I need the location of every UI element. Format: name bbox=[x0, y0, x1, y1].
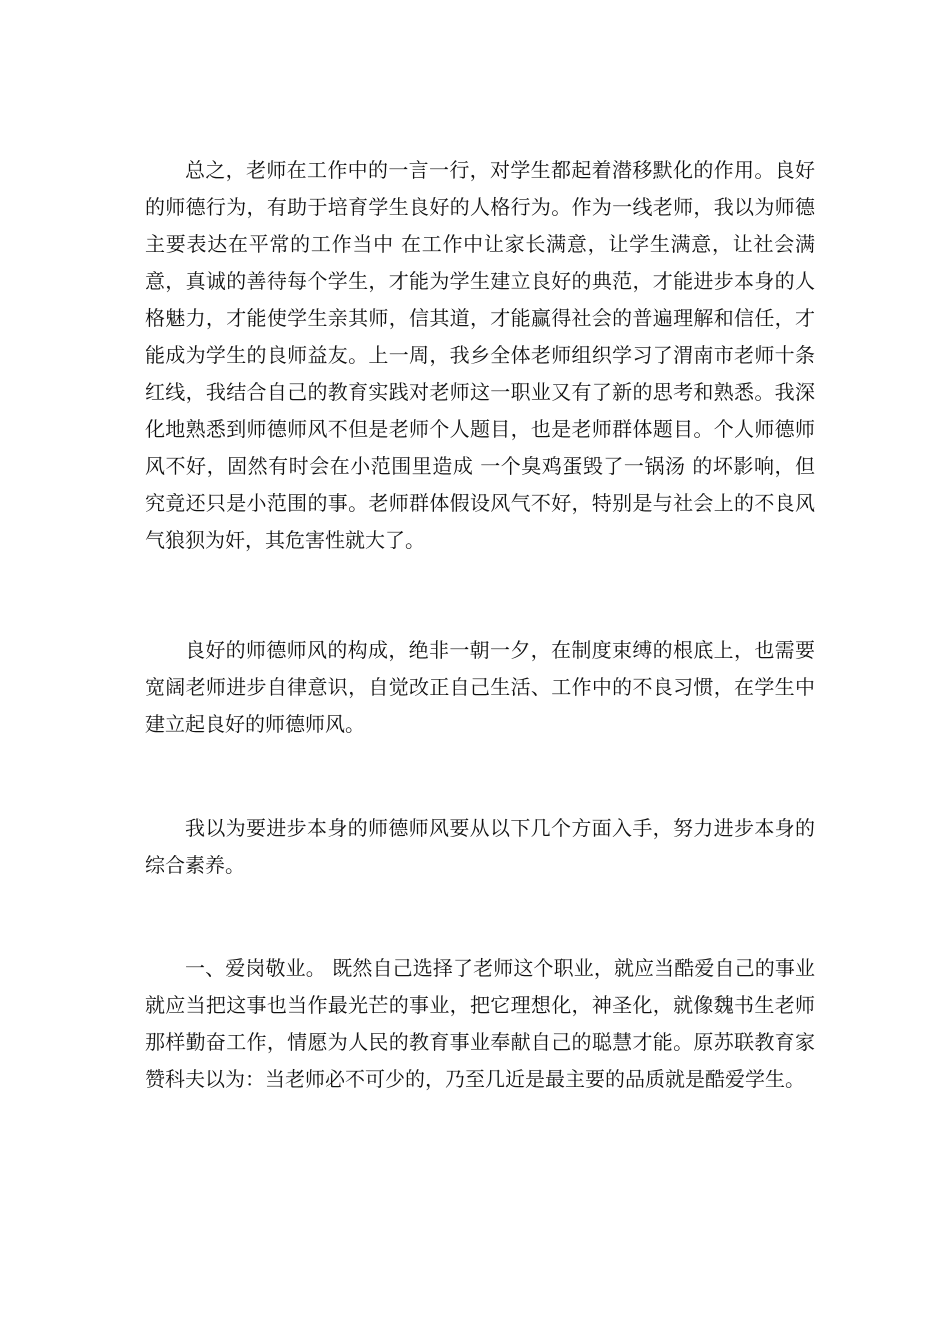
paragraph-3: 我以为要进步本身的师德师风要从以下几个方面入手，努力进步本身的综合素养。 bbox=[145, 816, 815, 877]
paragraph-4: 一、爱岗敬业。 既然自己选择了老师这个职业，就应当酷爱自己的事业就应当把这事也当作最光芒的事业，把它理想化，神圣化，就像魏书生老师那样勤奋工作，情愿为人民的教育事业奉献自己的聪慧才能。原苏联教育家赞科夫以为：当老师必不可少的，乃至几近是最主要的品质就是酷爱学生。 bbox=[145, 956, 815, 1091]
paragraph-2: 良好的师德师风的构成，绝非一朝一夕，在制度束缚的根底上，也需要宽阔老师进步自律意识，自觉改正自己生活、工作中的不良习惯，在学生中建立起良好的师德师风。 bbox=[145, 638, 815, 736]
paragraph-1: 总之，老师在工作中的一言一行，对学生都起着潜移默化的作用。良好的师德行为，有助于培育学生良好的人格行为。作为一线老师，我以为师德主要表达在平常的工作当中 在工作中让家长满意，让学生满意，让社会满意，真诚的善待每个学生，才能为学生建立良好的典范，才能进步本身的人格魅力，才能使学生亲其师，信其道，才能赢得社会的普遍理解和信任，才能成为学生的良师益友。上一周，我乡全体老师组织学习了渭南市老师十条红线，我结合自己的教育实践对老师这一职业又有了新的思考和熟悉。我深化地熟悉到师德师风不但是老师个人题目，也是老师群体题目。个人师德师风不好，固然有时会在小范围里造成 一个臭鸡蛋毁了一锅汤 的坏影响，但究竟还只是小范围的事。老师群体假设风气不好，特别是与社会上的不良风气狼狈为奸，其危害性就大了。 bbox=[145, 158, 815, 552]
